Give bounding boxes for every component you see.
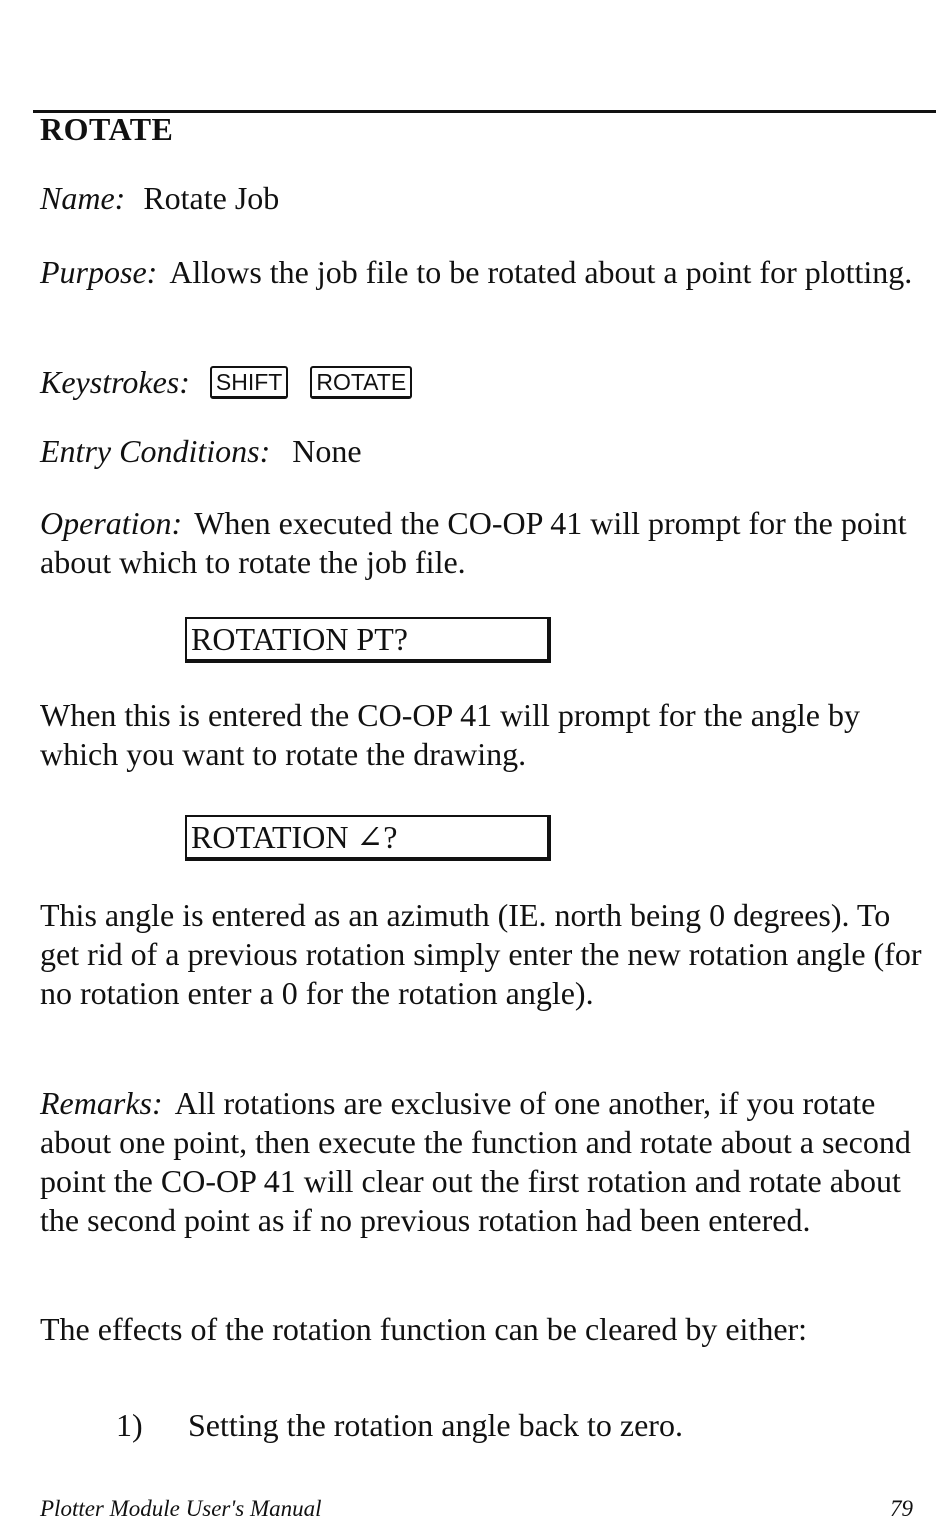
purpose-text: Allows the job file to be rotated about a point for plotting. xyxy=(169,254,913,290)
operation-label: Operation: xyxy=(40,505,183,541)
azimuth-paragraph: This angle is entered as an azimuth (IE. north being 0 degrees). To get rid of a previous rotation simply enter the new rotation angle (for no rotation enter a 0 for the rotation angle). xyxy=(40,897,922,1011)
name-line xyxy=(40,180,279,217)
operation-text: When executed the CO-OP 41 will prompt for the point about which to rotate the job file. xyxy=(40,505,907,580)
page-number: 79 xyxy=(890,1496,913,1521)
entry-conditions-value: None xyxy=(292,433,362,469)
remarks-paragraph xyxy=(40,1084,930,1240)
purpose-paragraph xyxy=(40,253,930,292)
remarks-label: Remarks: xyxy=(40,1085,163,1121)
operation-paragraph xyxy=(40,504,930,582)
rotate-key: ROTATE xyxy=(310,366,412,399)
keystrokes-label: Keystrokes: xyxy=(40,364,190,400)
keystrokes-line xyxy=(40,364,412,401)
rotation-angle-prompt: ROTATION ∠? xyxy=(185,815,551,861)
angle-prompt-paragraph: When this is entered the CO-OP 41 will prompt for the angle by which you want to rotate the drawing. xyxy=(40,697,860,772)
name-label: Name: xyxy=(40,180,126,216)
entry-conditions-line xyxy=(40,433,362,470)
remarks-text: All rotations are exclusive of one another, if you rotate about one point, then execute the function and rotate about a second point the CO-OP 41 will clear out the first rotation and rotate about the second point as if no previous rotation had been entered. xyxy=(40,1085,911,1238)
clearing-paragraph: The effects of the rotation function can be cleared by either: xyxy=(40,1311,808,1347)
shift-key: SHIFT xyxy=(210,366,288,399)
purpose-label: Purpose: xyxy=(40,254,158,290)
section-heading: ROTATE xyxy=(40,111,174,147)
rotation-point-prompt: ROTATION PT? xyxy=(185,617,551,663)
list-item-text: Setting the rotation angle back to zero. xyxy=(188,1407,683,1443)
footer-title: Plotter Module User's Manual xyxy=(40,1496,322,1521)
list-item-number: 1) xyxy=(116,1407,143,1443)
name-value: Rotate Job xyxy=(143,180,280,216)
entry-conditions-label: Entry Conditions: xyxy=(40,433,271,469)
